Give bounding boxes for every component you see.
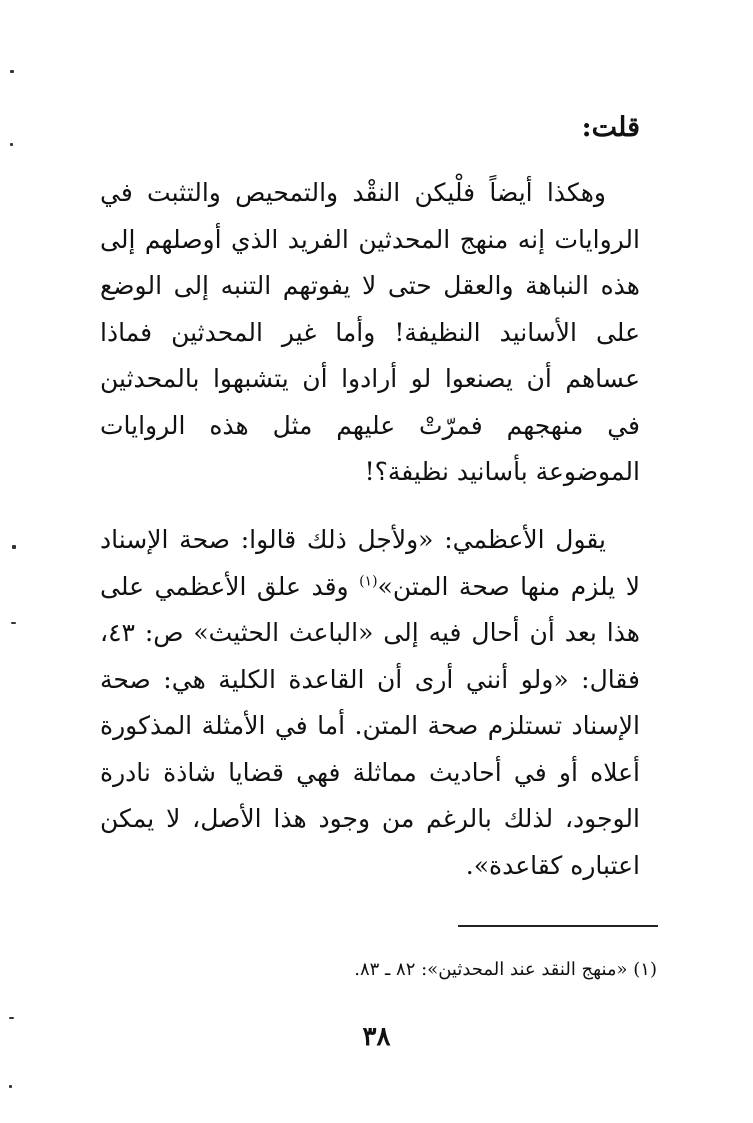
margin-speck [10,70,14,73]
paragraph-2-quote: يقول الأعظمي: «ولأجل ذلك قالوا: صحة الإسناد لا يلزم منها صحة المتن» [100,525,640,601]
page-number: ٣٨ [362,1022,391,1052]
margin-speck [9,1017,14,1019]
margin-speck [12,545,16,549]
footnote-separator [458,925,658,927]
section-heading: قلت: [581,112,640,143]
margin-speck [9,1085,12,1088]
margin-speck [10,143,13,146]
footnote: (١) «منهج النقد عند المحدثين»: ٨٢ ـ ٨٣. [354,959,657,980]
paragraph-2 [100,517,640,889]
paragraph-2-continuation: وقد علق الأعظمي على هذا بعد أن أحال فيه إلى «الباعث الحثيث» ص: ٤٣، فقال: «ولو أنني أرى أن القاعدة الكلية هي: صحة الإسناد تستلزم صحة المتن. أما في الأمثلة المذكورة أعلاه أو في أحاديث مماثلة فهي قضايا شاذة نادرة الوجود، لذلك بالرغم من وجود هذا الأصل، لا يمكن اعتباره كقاعدة». [100,571,640,880]
footnote-reference: (١) [359,573,378,590]
margin-speck [11,622,16,624]
paragraph-1: وهكذا أيضاً فلْيكن النقْد والتمحيص والتثبت في الروايات إنه منهج المحدثين الفريد الذي أوصلهم إلى هذه النباهة والعقل حتى لا يفوتهم التنبه إلى الوضع على الأسانيد النظيفة! وأما غير المحدثين فماذا عساهم أن يصنعوا لو أرادوا أن يتشبهوا بالمحدثين في منهجهم فمرّتْ عليهم مثل هذه الروايات الموضوعة بأسانيد نظيفة؟! [100,178,640,486]
